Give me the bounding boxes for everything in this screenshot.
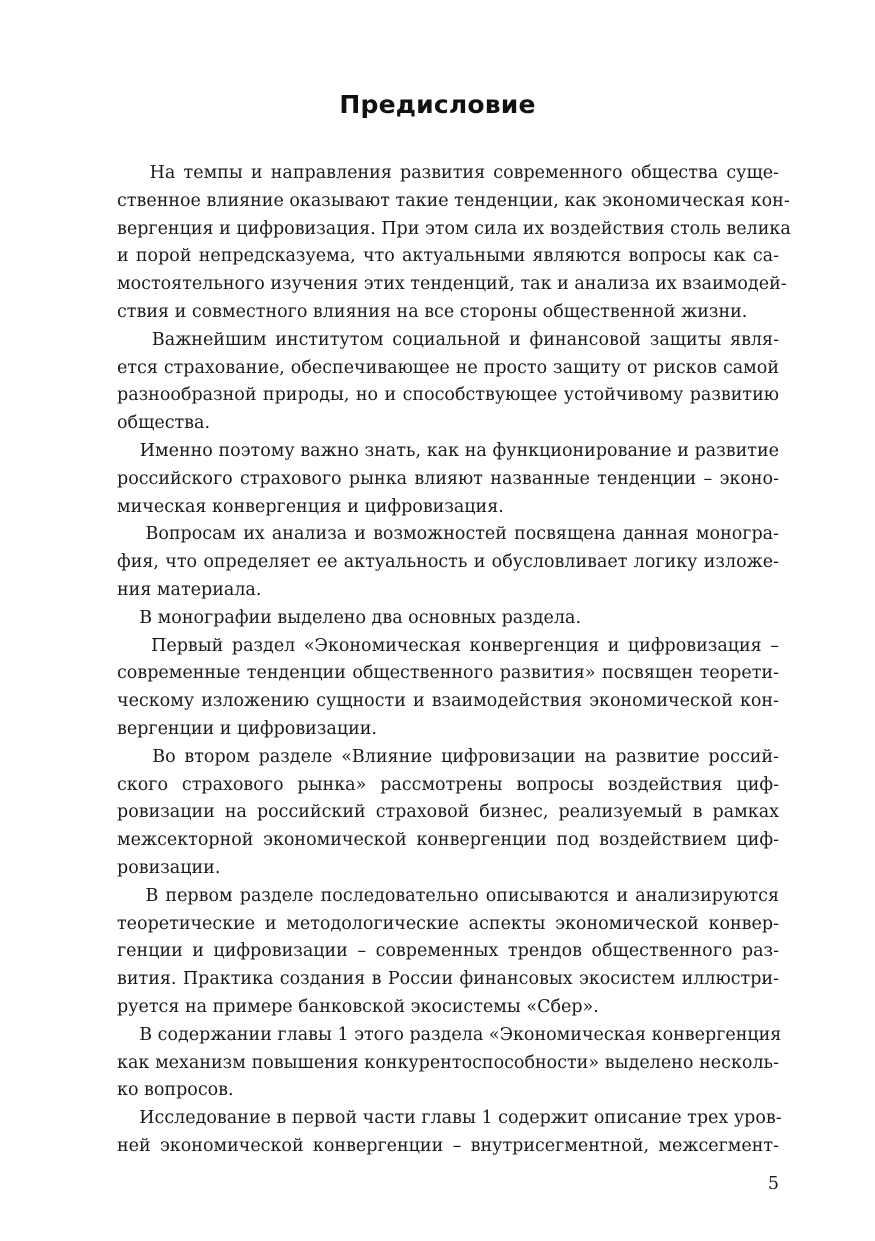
text-line: разнообразной природы, но и способствующее устойчивому развитию	[117, 385, 779, 406]
text-line: В содержании главы 1 этого раздела «Экономическая конвергенция	[117, 1024, 782, 1045]
text-line: ровизации.	[117, 857, 221, 878]
page-title: Предисловие	[339, 90, 536, 119]
text-line: ственное влияние оказывают такие тенденции, как экономическая кон-	[117, 190, 790, 211]
text-line: ней экономической конвергенции – внутрисегментной, межсегмент-	[117, 1135, 779, 1156]
text-line: межсекторной экономической конвергенции под воздействием циф-	[117, 830, 779, 851]
text-line: На темпы и направления развития современного общества суще-	[117, 163, 779, 183]
text-line: и порой непредсказуема, что актуальными являются вопросы как са-	[117, 246, 779, 267]
text-line: мическая конвергенция и цифровизация.	[117, 496, 504, 517]
text-line: Первый раздел «Экономическая конвергенция и цифровизация –	[117, 635, 779, 656]
text-line: как механизм повышения конкурентоспособности» выделено несколь-	[117, 1052, 779, 1073]
text-line: ческому изложению сущности и взаимодействия экономической кон-	[117, 691, 779, 712]
text-line: Исследование в первой части главы 1 содержит описание трех уров-	[117, 1108, 782, 1129]
text-line: генции и цифровизации – современных трендов общественного раз-	[117, 941, 779, 962]
text-line: фия, что определяет ее актуальность и обусловливает логику изложе-	[117, 552, 779, 573]
text-line: Во втором разделе «Влияние цифровизации на развитие россий-	[117, 746, 779, 767]
text-line: Именно поэтому важно знать, как на функционирование и развитие	[117, 440, 779, 461]
page-number: 5	[767, 1174, 779, 1194]
text-line: ствия и совместного влияния на все стороны общественной жизни.	[117, 301, 748, 322]
text-line: вития. Практика создания в России финансовых экосистем иллюстри-	[117, 969, 779, 990]
text-line: ровизации на российский страховой бизнес, реализуемый в рамках	[117, 802, 779, 823]
text-line: ского страхового рынка» рассмотрены вопросы воздействия циф-	[117, 774, 779, 795]
text-line: теоретические и методологические аспекты экономической конвер-	[117, 913, 779, 934]
text-line: современные тенденции общественного развития» посвящен теорети-	[117, 663, 779, 684]
text-line: ния материала.	[117, 579, 262, 600]
body-text	[117, 160, 791, 1161]
text-line: В первом разделе последовательно описываются и анализируются	[117, 885, 779, 906]
text-line: руется на примере банковской экосистемы «Сбер».	[117, 996, 599, 1017]
text-line: мостоятельного изучения этих тенденций, так и анализа их взаимодей-	[117, 274, 787, 295]
text-line: В монографии выделено два основных раздела.	[117, 607, 582, 628]
text-line: Вопросам их анализа и возможностей посвящена данная моногра-	[117, 524, 779, 545]
text-line: вергенции и цифровизации.	[117, 718, 377, 739]
text-line: российского страхового рынка влияют названные тенденции – эконо-	[117, 468, 779, 489]
text-line: ко вопросов.	[117, 1080, 234, 1101]
text-line: вергенция и цифровизация. При этом сила их воздействия столь велика	[117, 218, 791, 239]
text-line: Важнейшим институтом социальной и финансовой защиты явля-	[117, 329, 779, 350]
text-line: общества.	[117, 413, 211, 434]
text-line: ется страхование, обеспечивающее не просто защиту от рисков самой	[117, 357, 779, 378]
